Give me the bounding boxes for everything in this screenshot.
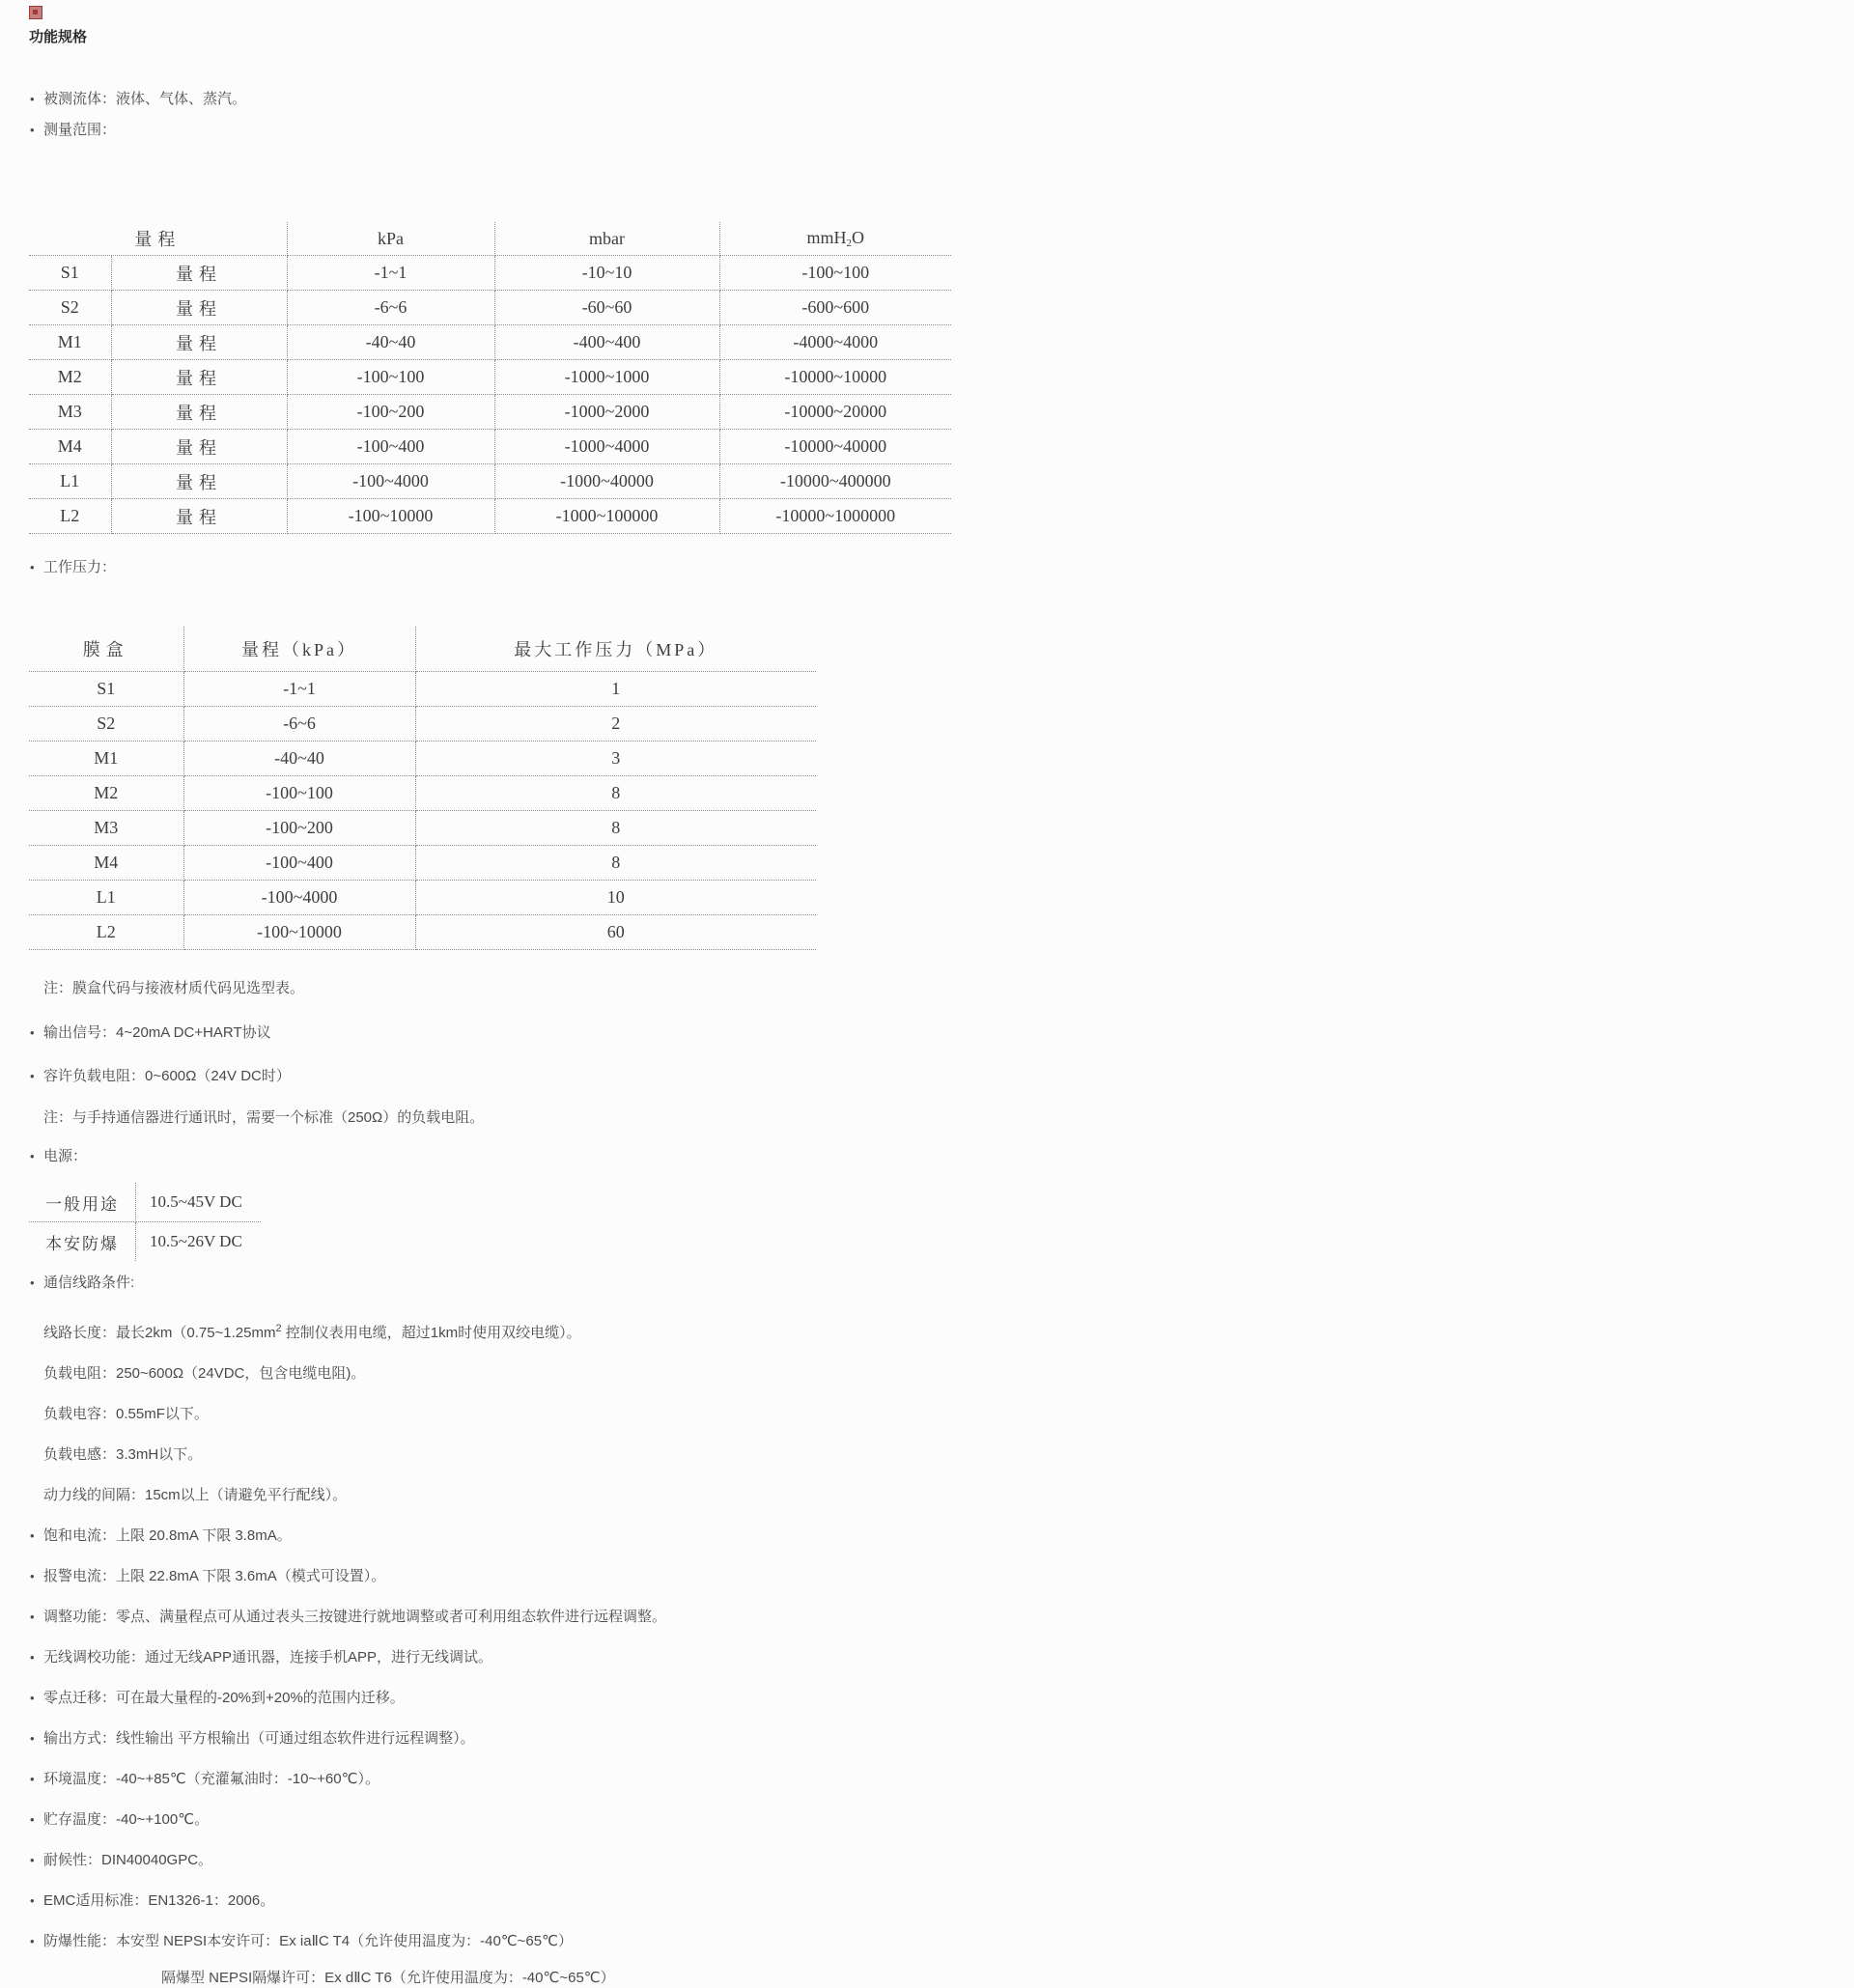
table-row <box>29 1222 261 1262</box>
working-pressure-table <box>29 627 816 950</box>
bullet-icon: • <box>30 1893 35 1908</box>
bullet-working-pressure <box>29 558 1004 577</box>
range-mmh2o: -10000~1000000 <box>719 499 951 534</box>
range-mbar: -400~400 <box>494 325 719 360</box>
range-code: M1 <box>29 325 111 360</box>
pressure-code: S2 <box>29 707 183 742</box>
bullet-icon: • <box>30 1569 35 1583</box>
range-mbar: -10~10 <box>494 256 719 291</box>
table-row <box>29 776 816 811</box>
bullet-icon: • <box>30 560 35 574</box>
range-kpa: -100~100 <box>287 360 494 395</box>
bullet-icon: • <box>30 1650 35 1665</box>
pressure-code: S1 <box>29 672 183 707</box>
table-row <box>29 499 951 534</box>
comm-line-length-pre: 线路长度：最长2km（0.75~1.25mm <box>43 1325 276 1341</box>
bullet-comm-conditions <box>29 1274 1004 1293</box>
comm-line-length <box>29 1319 1004 1343</box>
pressure-range: -40~40 <box>183 742 415 776</box>
comm-power-line-gap: 动力线的间隔：15cm以上（请避免平行配线）。 <box>43 1487 348 1503</box>
saturation-current-text: 饱和电流：上限 20.8mA 下限 3.8mA。 <box>43 1527 292 1544</box>
output-signal-text: 输出信号：4~20mA DC+HART协议 <box>43 1024 271 1041</box>
range-label: 量程 <box>111 360 287 395</box>
bullet-emc-standard <box>29 1891 1004 1911</box>
bullet-load-resistance <box>29 1067 1004 1086</box>
table-row <box>29 915 816 950</box>
table-row <box>29 846 816 881</box>
pressure-max: 10 <box>415 881 816 915</box>
adjust-function-text: 调整功能：零点、满量程点可从通过表头三按键进行就地调整或者可利用组态软件进行远程调整。 <box>43 1609 667 1625</box>
bullet-output-signal <box>29 1023 1004 1043</box>
range-mmh2o: -10000~40000 <box>719 430 951 464</box>
pressure-header-capsule: 膜盒 <box>29 627 183 672</box>
bullet-output-mode <box>29 1729 1004 1749</box>
ambient-temperature-text: 环境温度：-40~+85℃（充灌氟油时：-10~+60℃）。 <box>43 1771 379 1787</box>
range-table-header-row <box>29 222 951 256</box>
load-resistance-note: 注：与手持通信器进行通讯时，需要一个标准（250Ω）的负载电阻。 <box>43 1109 485 1126</box>
table-row <box>29 881 816 915</box>
bullet-icon: • <box>30 1069 35 1083</box>
range-kpa: -100~10000 <box>287 499 494 534</box>
emc-standard-text: EMC适用标准：EN1326-1：2006。 <box>43 1892 275 1909</box>
range-mmh2o: -4000~4000 <box>719 325 951 360</box>
bullet-icon: • <box>30 1149 35 1163</box>
range-table <box>29 222 951 534</box>
pressure-code: L2 <box>29 915 183 950</box>
bullet-icon: • <box>30 1853 35 1867</box>
table-row <box>29 291 951 325</box>
working-pressure-text: 工作压力： <box>43 559 117 575</box>
pressure-code: M2 <box>29 776 183 811</box>
range-kpa: -6~6 <box>287 291 494 325</box>
range-code: M3 <box>29 395 111 430</box>
output-mode-text: 输出方式：线性输出 平方根输出（可通过组态软件进行远程调整）。 <box>43 1730 475 1747</box>
range-mmh2o: -10000~10000 <box>719 360 951 395</box>
bullet-icon: • <box>30 1025 35 1040</box>
bullet-icon: • <box>30 123 35 137</box>
range-code: L1 <box>29 464 111 499</box>
capsule-note: 注：膜盒代码与接液材质代码见选型表。 <box>43 980 305 996</box>
pressure-code: L1 <box>29 881 183 915</box>
range-code: S1 <box>29 256 111 291</box>
power-table <box>29 1183 261 1261</box>
bullet-icon: • <box>30 1691 35 1705</box>
broken-image-icon <box>29 6 42 19</box>
power-row-value: 10.5~45V DC <box>136 1183 262 1222</box>
table-row <box>29 325 951 360</box>
range-label: 量程 <box>111 325 287 360</box>
mmh2o-pre: mmH <box>806 228 847 247</box>
power-text: 电源： <box>43 1148 88 1164</box>
range-code: S2 <box>29 291 111 325</box>
pressure-range: -1~1 <box>183 672 415 707</box>
pressure-header-range: 量程（kPa） <box>183 627 415 672</box>
range-label: 量程 <box>111 430 287 464</box>
pressure-code: M4 <box>29 846 183 881</box>
bullet-power <box>29 1147 1004 1166</box>
bullet-measuring-range <box>29 121 1004 140</box>
comm-line-length-post: 控制仪表用电缆，超过1km时使用双绞电缆）。 <box>281 1325 581 1341</box>
table-row <box>29 811 816 846</box>
pressure-max: 2 <box>415 707 816 742</box>
range-code: L2 <box>29 499 111 534</box>
pressure-range: -100~10000 <box>183 915 415 950</box>
range-header-kpa: kPa <box>287 222 494 256</box>
range-mbar: -1000~40000 <box>494 464 719 499</box>
pressure-code: M3 <box>29 811 183 846</box>
alarm-current-text: 报警电流：上限 22.8mA 下限 3.6mA（模式可设置）。 <box>43 1568 386 1584</box>
explosion-proof-line2: 隔爆型 NEPSI隔爆许可：Ex dⅡC T6（允许使用温度为：-40℃~65℃） <box>161 1970 615 1986</box>
mmh2o-post: O <box>852 228 864 247</box>
range-mbar: -60~60 <box>494 291 719 325</box>
measured-fluid-text: 被测流体：液体、气体、蒸汽。 <box>43 91 247 107</box>
bullet-explosion-proof <box>29 1932 1004 1951</box>
pressure-header-max: 最大工作压力（MPa） <box>415 627 816 672</box>
table-row <box>29 1183 261 1222</box>
pressure-range: -100~400 <box>183 846 415 881</box>
explosion-proof-text: 防爆性能：本安型 NEPSI本安许可：Ex iaⅡC T4（允许使用温度为：-40℃~65℃） <box>43 1933 573 1949</box>
pressure-table-header-row <box>29 627 816 672</box>
pressure-max: 8 <box>415 846 816 881</box>
bullet-storage-temperature <box>29 1810 1004 1830</box>
range-label: 量程 <box>111 256 287 291</box>
range-label: 量程 <box>111 291 287 325</box>
bullet-adjust-function <box>29 1608 1004 1627</box>
mmh2o-sub: 2 <box>846 238 852 249</box>
pressure-code: M1 <box>29 742 183 776</box>
range-mmh2o: -600~600 <box>719 291 951 325</box>
bullet-alarm-current <box>29 1567 1004 1586</box>
comm-line-length-sup: 2 <box>275 1323 282 1334</box>
range-code: M4 <box>29 430 111 464</box>
power-row-label: 本安防爆 <box>29 1222 136 1262</box>
bullet-icon: • <box>30 1528 35 1543</box>
weather-resistance-text: 耐候性：DIN40040GPC。 <box>43 1852 213 1868</box>
bullet-icon: • <box>30 1812 35 1827</box>
bullet-weather-resistance <box>29 1851 1004 1870</box>
document-content <box>29 6 1004 1988</box>
range-header-span: 量程 <box>29 222 287 256</box>
range-header-mmh2o <box>719 222 951 256</box>
range-mmh2o: -100~100 <box>719 256 951 291</box>
comm-load-inductance: 负载电感：3.3mH以下。 <box>43 1446 203 1463</box>
range-mbar: -1000~2000 <box>494 395 719 430</box>
table-row <box>29 430 951 464</box>
comm-conditions-text: 通信线路条件: <box>43 1274 135 1291</box>
range-mmh2o: -10000~400000 <box>719 464 951 499</box>
bullet-icon: • <box>30 1610 35 1624</box>
range-label: 量程 <box>111 499 287 534</box>
range-kpa: -40~40 <box>287 325 494 360</box>
pressure-range: -100~200 <box>183 811 415 846</box>
range-kpa: -100~200 <box>287 395 494 430</box>
load-resistance-text: 容许负载电阻：0~600Ω（24V DC时） <box>43 1068 291 1084</box>
pressure-max: 8 <box>415 811 816 846</box>
storage-temperature-text: 贮存温度：-40~+100℃。 <box>43 1811 210 1828</box>
bullet-icon: • <box>30 1934 35 1948</box>
bullet-saturation-current <box>29 1526 1004 1546</box>
range-mmh2o: -10000~20000 <box>719 395 951 430</box>
pressure-range: -6~6 <box>183 707 415 742</box>
table-row <box>29 672 816 707</box>
bullet-icon: • <box>30 92 35 106</box>
comm-load-resistance: 负载电阻：250~600Ω（24VDC，包含电缆电阻)。 <box>43 1365 366 1382</box>
range-label: 量程 <box>111 395 287 430</box>
page-title: 功能规格 <box>29 29 88 45</box>
table-row <box>29 707 816 742</box>
power-row-label: 一般用途 <box>29 1183 136 1222</box>
range-kpa: -100~400 <box>287 430 494 464</box>
bullet-icon: • <box>30 1772 35 1786</box>
pressure-max: 1 <box>415 672 816 707</box>
bullet-measured-fluid <box>29 90 1004 109</box>
range-header-mbar: mbar <box>494 222 719 256</box>
range-kpa: -1~1 <box>287 256 494 291</box>
table-row <box>29 395 951 430</box>
zero-shift-text: 零点迁移：可在最大量程的-20%到+20%的范围内迁移。 <box>43 1690 405 1706</box>
bullet-icon: • <box>30 1731 35 1746</box>
table-row <box>29 360 951 395</box>
range-mbar: -1000~100000 <box>494 499 719 534</box>
comm-load-capacitance: 负载电容：0.55mF以下。 <box>43 1406 209 1422</box>
pressure-max: 60 <box>415 915 816 950</box>
range-mbar: -1000~4000 <box>494 430 719 464</box>
pressure-max: 3 <box>415 742 816 776</box>
bullet-icon: • <box>30 1275 35 1290</box>
measuring-range-text: 测量范围： <box>43 122 117 138</box>
wireless-calibration-text: 无线调校功能：通过无线APP通讯器，连接手机APP，进行无线调试。 <box>43 1649 493 1666</box>
table-row <box>29 742 816 776</box>
range-kpa: -100~4000 <box>287 464 494 499</box>
pressure-range: -100~4000 <box>183 881 415 915</box>
pressure-max: 8 <box>415 776 816 811</box>
table-row <box>29 464 951 499</box>
bullet-ambient-temperature <box>29 1770 1004 1789</box>
pressure-range: -100~100 <box>183 776 415 811</box>
table-row <box>29 256 951 291</box>
range-mbar: -1000~1000 <box>494 360 719 395</box>
bullet-zero-shift <box>29 1689 1004 1708</box>
range-label: 量程 <box>111 464 287 499</box>
power-row-value: 10.5~26V DC <box>150 1232 242 1250</box>
bullet-wireless-calibration <box>29 1648 1004 1667</box>
range-code: M2 <box>29 360 111 395</box>
